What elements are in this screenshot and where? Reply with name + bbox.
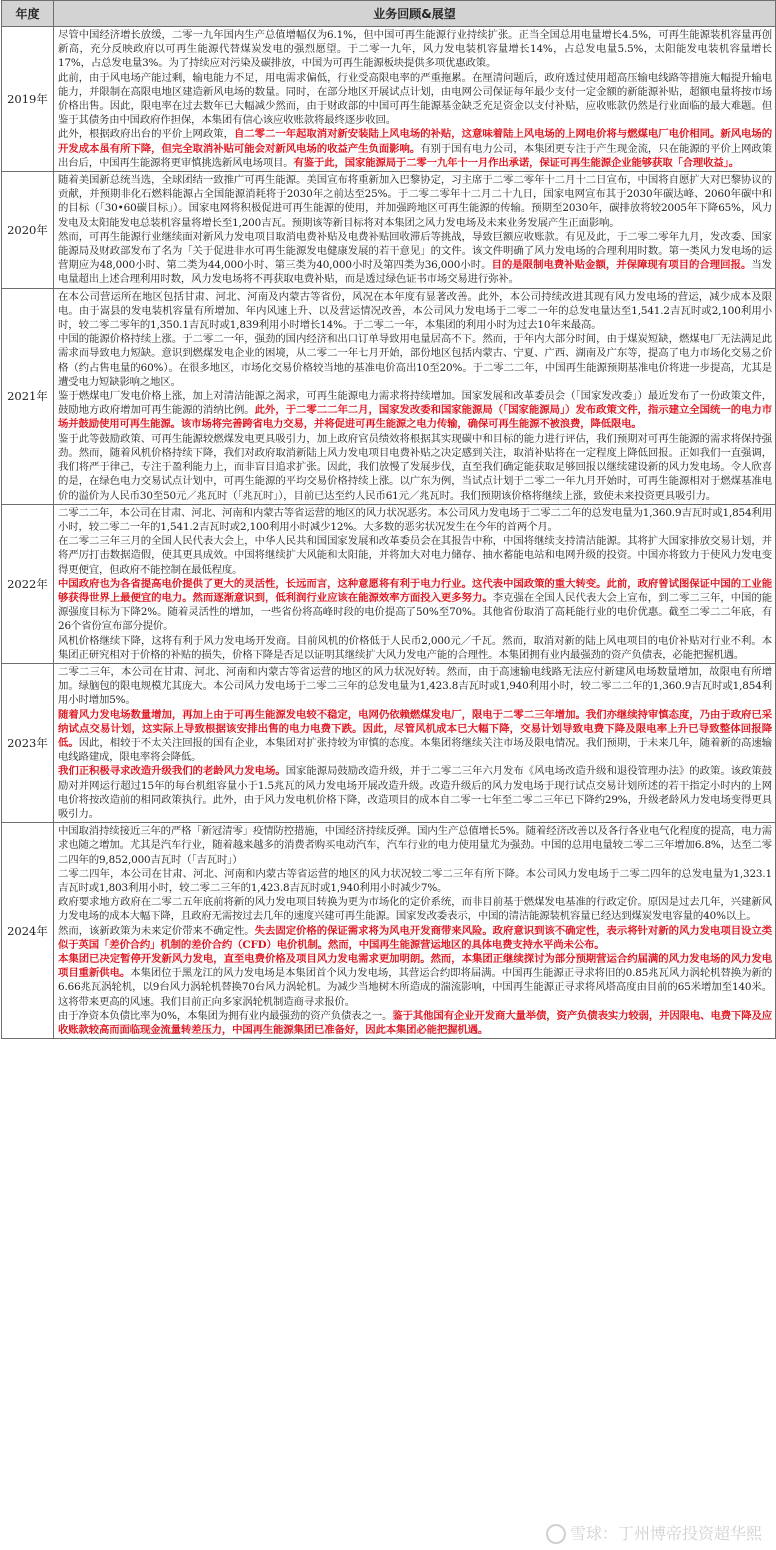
year-cell: 2024年 (2, 823, 54, 1039)
paragraph (58, 1009, 772, 1037)
text-segment: 二零二二年，本公司在甘肃、河北、河南和内蒙古等省运营的地区的风力状况恶劣。本公司风力发电场于二零二二年的总发电量为1,360.9吉瓦时或1,854利用小时，较二零二一年的1,541.2吉瓦时或2,100利用小时减少12%。大多数的恶劣状况发生在今年的首两个月。 (58, 506, 772, 533)
paragraph (58, 952, 772, 1009)
paragraph (58, 28, 772, 71)
review-text-block (54, 823, 775, 1038)
snowball-logo-icon (546, 1524, 566, 1544)
table-row (2, 288, 776, 504)
text-segment: 由于净资本负债比率为0%，本集团为拥有业内最强劲的资产负债表之一。 (58, 1009, 393, 1022)
text-segment: 风机价格继续下降，这将有利于风力发电场开发商。目前风机的价格低于人民币2,000元／千瓦。然而，取消对新的陆上风电项目的电价补贴对行业不利。本集团正研究相对于价格的补贴的损失，价格下降是否足以证明其继续扩大风力发电产能的合理性。本集团拥有业内最强劲的资产负债表，必能把握机遇。 (58, 634, 772, 661)
review-cell (54, 288, 776, 504)
table-row (2, 172, 776, 289)
review-text-block (54, 27, 775, 171)
highlighted-text: 中国政府也为各省提高电价提供了更大的灵活性，长远而言，这种意愿将有利于电力行业。这代表中国政策的重大转变。此前，政府曾试图保证中国的工业能够获得世界上最便宜的电力。然而逐渐意识到，低利润行业应该在能源效率方面投入更多努力。 (58, 577, 772, 604)
year-cell: 2019年 (2, 27, 54, 172)
paragraph (58, 895, 772, 923)
highlighted-text: 本集团已决定暂停开发新风力发电，直至电费价格及项目风力发电需求更加明朗。然而，本集团正继续探讨为部分预期营运合约届满的风力发电场的风力发电项目重新供电。 (58, 953, 772, 980)
text-segment: 尽管中国经济增长放缓，二零一九年国内生产总值增幅仅为6.1%，但中国可再生能源行业持续扩张。正当全国总用电量增长4.5%，可再生能源装机容量再创新高，充分反映政府以可再生能源代替煤炭发电的强烈愿望。于二零一九年，风力发电装机容量增长14%，占总发电量5.5%，太阳能发电装机容量增长17%，占总发电量3%。为了持续应对污染及碳排放，中国为可再生能源板块提供多项优惠政策。 (58, 29, 772, 70)
paragraph (58, 506, 772, 534)
paragraph (58, 665, 772, 708)
text-segment: 此外，根据政府出台的平价上网政策， (58, 128, 234, 141)
paragraph (58, 332, 772, 389)
highlighted-text: 有鉴于此，国家能源局于二零一九年十一月作出承诺，保证可再生能源企业能够获取「合理收益」。 (293, 156, 739, 169)
text-segment: 鉴于此等鼓励政策、可再生能源较燃煤发电更具吸引力，加上政府官员绩效将根据其实现碳中和目标的能力进行评估，我们预期对可再生能源的需求将保持强劲。然而，随着风机价格持续下降，我们对政府取消新陆上风力发电项目电费补贴之决定感到关注，取消补贴将在一定程度上降低回报。正如我们一直强调，我们将严于律己，专注于盈利能力上，而非盲目追求扩张。因此，我们放慢了发展步伐，直至我们确定能获取足够回报以继续建设新的风力发电场。令人欣喜的是，在绿色电力交易试点计划中，可再生能源的平均交易价格持续上涨。以广东为例，当试点计划于二零二一年九月开始时，可再生能源相对于燃煤基准电价的溢价为人民币30至50元／兆瓦时（「兆瓦时」），目前已达至约人民币61元／兆瓦时。我们预期该价格将继续上涨，致使未来投资更具吸引力。 (58, 432, 772, 502)
paragraph (58, 127, 772, 170)
paragraph (58, 824, 772, 867)
text-segment: 李克强在全国人民代表大会上宣布，到二零二三年，中国的能源强度目标为下降2%。随着灵活性的增加，一些省份将高峰时段的电价提高了50%至70%。其他省份取消了高耗能行业的电价优惠。截至二零二二年底，有26个省份宣布部分提价。 (58, 591, 772, 633)
highlighted-text: 鉴于其他国有企业开发商大量举债，资产负债表实力较弱，并因限电、电费下降及应收账款较高而面临现金流量转差压力，中国再生能源集团已准备好，因此本集团必能把握机遇。 (58, 1009, 772, 1037)
review-cell (54, 663, 776, 822)
text-segment: 然而，可再生能源行业继续面对新风力发电项目取消电费补贴及电费补贴回收滞后等挑战，导致巨额应收账款。有见及此，于二零二零年九月，发改委、国家能源局及财政部发布了名为「关于促进非水可再生能源发电健康发展的若干意见」的文件。该文件明确了风力发电场的合理利用时数。第一类风力发电场的运营期应为48,000小时、第二类为44,000小时、第三类为40,000小时及第四类为36,000小时。 (58, 230, 772, 272)
review-cell (54, 172, 776, 289)
text-segment: 二零二四年，本公司在甘肃、河北、河南和内蒙古等省运营的地区的风力状况较二零二三年有所下降。本公司风力发电场于二零二四年的总发电量为1,323.1吉瓦时或1,803利用小时，较二零二三年的1,423.8吉瓦时或1,940利用小时减少7%。 (58, 867, 772, 894)
text-segment: 政府要求地方政府在二零二五年底前将新的风力发电项目转换为更为市场化的定价系统，而非目前基于燃煤发电基准的行政定价。原因是过去几年，兴建新风力发电场的成本大幅下降，且政府无需按过去几年的速度兴建可再生能源。国家发改委表示，中国的清洁能源装机容量已经达到煤炭发电容量的40%以上。 (58, 896, 772, 923)
paragraph (58, 708, 772, 765)
table-header-row (2, 1, 776, 27)
text-segment: 本集团位于黑龙江的风力发电场是本集团首个风力发电场，其营运合约即将届满。中国再生能源正寻求将旧的0.85兆瓦风力涡轮机替换为新的6.66兆瓦涡轮机，以9台风力涡轮机替换70台风力涡轮机。为减少当地树木所造成的湍流影响，中国再生能源正寻求将风塔高度由目前的65米增加至140米。这将带来更高的风速。我们目前正向多家涡轮机制造商寻求报价。 (58, 967, 773, 1008)
paragraph (58, 290, 772, 333)
table-row (2, 663, 776, 822)
year-cell: 2023年 (2, 663, 54, 822)
content-column-header: 业务回顾&展望 (54, 1, 776, 27)
text-segment: 然而，该新政策为未来定价带来不确定性。 (58, 924, 255, 937)
text-segment: 在二零二三年三月的全国人民代表大会上，中华人民共和国国家发展和改革委员会在其报告中称，中国将继续支持清洁能源。其将扩大国家排放交易计划，并将严厉打击数据造假，使其更具成效。中国将继续扩大风能和太阳能，并将加大对电力储存、抽水蓄能电站和电网升级的投资。中国亦将致力于使风力发电变得更便宜，但政府不能控制在最低程度。 (58, 535, 772, 576)
paragraph (58, 389, 772, 432)
review-cell (54, 504, 776, 663)
text-segment: 中国的能源价格持续上涨。于二零二一年，强劲的国内经济和出口订单导致用电量居高不下。然而，于年内大部分时间，由于煤炭短缺，燃煤电厂无法满足此需求而导致电力短缺。意识到燃煤发电企业的困境，从二零二一年七月开始，部份地区包括内蒙古、宁夏、广西、湖南及广东等，提高了电力市场化交易之价格（约占售电量的60%）。在很多地区，市场化交易价格较当地的基准电价高出10至20%。于二零二二年，中国再生能源预期基准电价将进一步提高，尤其是遭受电力短缺影响之地区。 (58, 333, 772, 388)
review-cell (54, 27, 776, 172)
paragraph (58, 867, 772, 895)
highlighted-text: 此外，于二零二二年二月，国家发改委和国家能源局（「国家能源局」）发布政策文件，指示建立全国统一的电力市场并鼓励使用可再生能源。该市场将完善跨省电力交易，并将促进可再生能源之电力传输，确保可再生能源不被浪费，降低限电。 (58, 404, 772, 431)
year-column-header: 年度 (2, 1, 54, 27)
paragraph (58, 577, 772, 634)
review-text-block (54, 172, 775, 288)
table-row (2, 823, 776, 1039)
text-segment: 此前，由于风电场产能过剩，输电能力不足，用电需求偏低，行业受高限电率的严重拖累。在厘清问题后，政府透过使用超高压输电线路等措施大幅提升输电能力，并限制在高限电地区建造新风电场的数量。同时，在部分地区开展试点计划，由电网公司保证每年最少支付一定金额的新能源补贴，超额电量将按市场价格出售。因此，限电率在过去数年已大幅减少然而，由于财政部的中国可再生能源基金缺乏充足资金以支付补贴，应收账款仍然是行业面临的最大难题。但鉴于其债务由中国政府作担保，本集团有信心该应收账款将最终逐步收回。 (58, 71, 772, 127)
review-text-block (54, 505, 775, 663)
text-segment: 有别于国有电力公司，本集团更专注于产生现金流，只在能源的平价上网政策出台后，中国再生能源将更审慎挑选新风电场项目。 (58, 142, 772, 169)
review-text-block (54, 664, 775, 822)
review-text-block (54, 289, 775, 504)
text-segment: 国家能源局鼓励改造升级，并于二零二三年六月发布《风电场改造升级和退役管理办法》的政策。该政策鼓励对并网运行超过15年的每台机组容量小于1.5兆瓦的风力发电场开展改造升级。改造升级后的风力发电场于现行试点交易计划所述的若干指定小时内的上网电价将按改造前的相同政策执行。此外，由于风力发电机价格下降，改造项目的成本自二零一七年至二零二三年已下降约29%，升级老龄风力发电场变得更具吸引力。 (58, 765, 772, 820)
highlighted-text: 目的是限制电费补贴金额，并保障现有项目的合理回报。 (491, 259, 752, 272)
table-row (2, 27, 776, 172)
paragraph (58, 230, 772, 287)
watermark (546, 1521, 762, 1545)
text-segment: 鉴于燃煤电厂发电价格上涨，加上对清洁能源之渴求，可再生能源电力需求将持续增加。国家发展和改革委员会（「国家发改委」）最近发布了一份政策文件，鼓励地方政府增加可再生能源的消纳比例。 (58, 390, 772, 417)
text-segment: 在本公司营运所在地区包括甘肃、河北、河南及内蒙古等省份，风况在本年度有显著改善。此外，本公司持续改进其现有风力发电场的营运，减少成本及限电。由于嵩县的发电装机容量有所增加、年内风速上升、以及营运情况改善，本公司风力发电场于二零二一年的总发电量达至1,541.2吉瓦时或2,100利用小时，较二零二零年的1,350.1吉瓦时或1,839利用小时增长14%。于二零二一年，本集团的利用小时为过去10年来最高。 (58, 290, 772, 332)
paragraph (58, 173, 772, 230)
paragraph (58, 432, 772, 503)
paragraph (58, 534, 772, 577)
highlighted-text: 随着风力发电场数量增加，再加上由于可再生能源发电较不稳定，电网仍依赖燃煤发电厂，限电于二零二三年增加。我们亦继续持审慎态度，乃由于政府已采纳试点交易计划，这实际上导致根据该安排出售的电力电费下跌。因此，尽管风机成本已大幅下降，交易计划导致电费下降及限电率上升已导致整体回报降低。 (58, 708, 772, 749)
paragraph (58, 71, 772, 128)
paragraph (58, 634, 772, 662)
watermark-text: 雪球：丁州博帝投资超华熙 (569, 1523, 762, 1543)
paragraph (58, 924, 772, 952)
business-review-table (1, 0, 776, 1039)
text-segment: 因此，相较于不太关注回报的国有企业，本集团对扩张持较为审慎的态度。本集团将继续关注市场及限电情况。我们预期，于未来几年，随着新的高速输电线路建成，限电率将会降低。 (58, 736, 772, 764)
table-row (2, 504, 776, 663)
highlighted-text: 失去固定价格的保证需求将为风电开发商带来风险。政府意识到该不确定性，表示将针对新的风力发电项目设立类似于英国「差价合约」机制的差价合约（CFD）电价机制。然而，中国再生能源营运地区的具体电费支持水平尚未公布。 (58, 924, 772, 951)
text-segment: 当发电量超出上述合理利用时数，风力发电场将不再获取电费补贴，而是透过绿色证书市场交易进行弥补。 (58, 259, 772, 286)
highlighted-text: 自二零二一年起取消对新安装陆上风电场的补贴，这意味着陆上风电场的上网电价将与燃煤电厂电价相同。新风电场的开发成本虽有所下降，但完全取消补贴可能会对新风电场的收益产生负面影响。 (58, 128, 772, 155)
year-cell: 2021年 (2, 288, 54, 504)
text-segment: 中国取消持续接近三年的严格「新冠清零」疫情防控措施，中国经济持续反弹。国内生产总值增长5%。随着经济改善以及各行各业电气化程度的提高，电力需求也随之增加。尤其是汽车行业，随着越来越多的消费者购买电动汽车，汽车行业的电力使用量尤为强劲。中国的总用电量较二零二三年增加6.8%，达至二零二四年的9,852,000吉瓦时（「吉瓦时」） (58, 825, 772, 866)
text-segment: 二零二三年，本公司在甘肃、河北、河南和内蒙古等省运营的地区的风力状况好转。然而，由于高速输电线路无法应付新建风电场数量增加，故限电有所增加。绿脑包的限电规模尤其庞大。本公司风力发电场于二零二三年的总发电量为1,423.8吉瓦时或1,940利用小时，较二零二二年的1,360.9吉瓦时或1,854利用小时增加5%。 (58, 665, 772, 707)
highlighted-text: 我们正积极寻求改造升级我们的老龄风力发电场。 (58, 765, 286, 778)
review-cell (54, 823, 776, 1039)
year-cell: 2022年 (2, 504, 54, 663)
year-cell: 2020年 (2, 172, 54, 289)
text-segment: 随着美国新总统当选，全球团结一致推广可再生能源。美国宣布将重新加入巴黎协定，习主席于二零二零年十二月十二日宣布，中国将自愿扩大对巴黎协议的贡献，并预期非化石燃料能源占全国能源消耗将于2030年之前达至25%。于二零二零年十二月二十九日，国家电网宣布其于2030年碳达峰、2060年碳中和的目标（「30•60碳目标」）。国家电网将积极促进可再生能源的使用，并加强跨地区可再生能源的传输。预期至2030年，碳排放将较2005年下降65%，风力发电及太阳能发电总装机容量将增长至1,200吉瓦。预期该等新目标将对本集团之风力发电场及未来业务发展产生正面影响。 (58, 174, 772, 229)
paragraph (58, 764, 772, 821)
